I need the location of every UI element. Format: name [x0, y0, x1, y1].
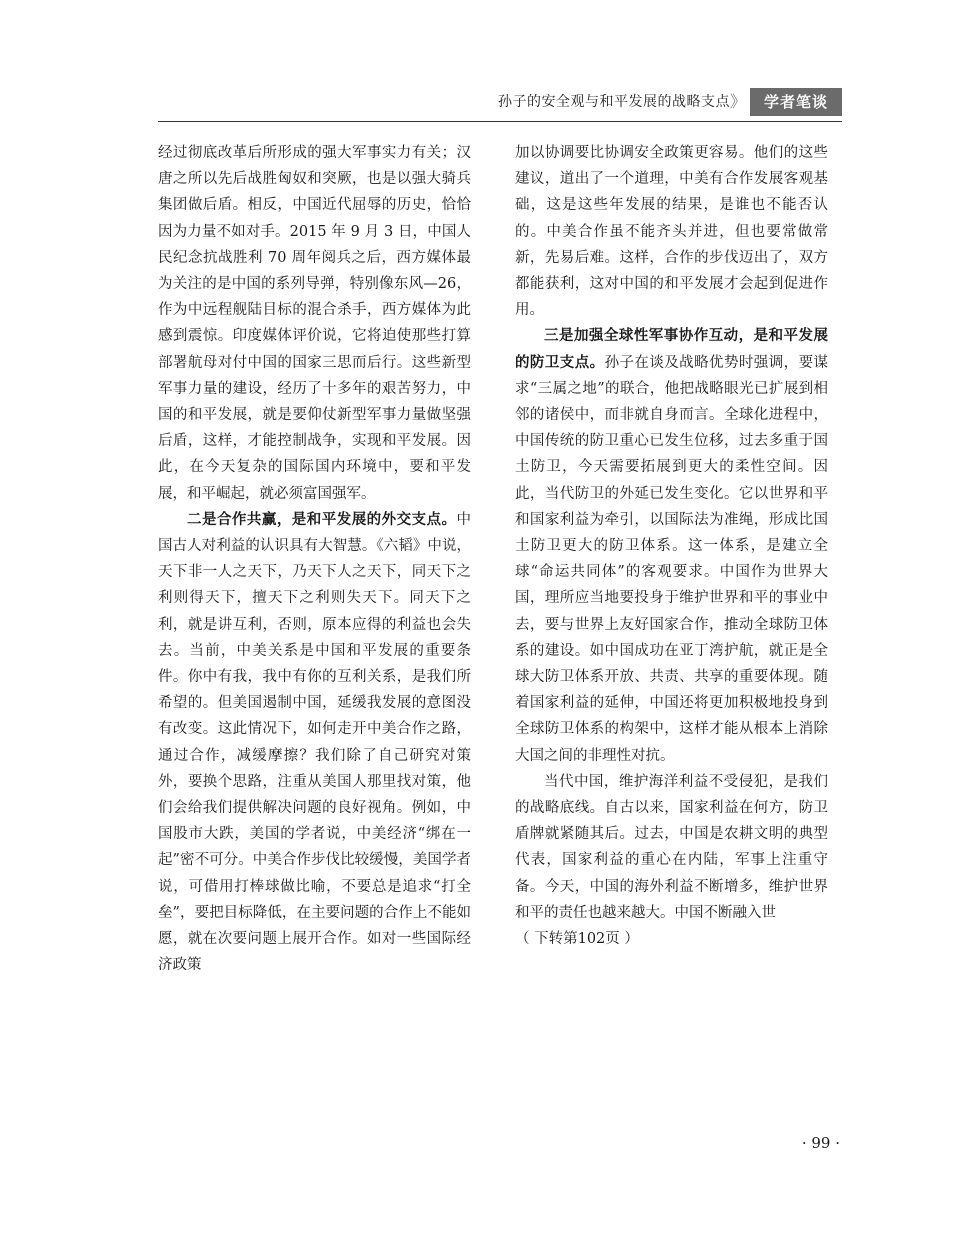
paragraph: 经过彻底改革后所形成的强大军事实力有关；汉唐之所以先后战胜匈奴和突厥，也是以强大骑兵集团做后盾。相反，中国近代屈辱的历史，恰恰因为力量不如对手。2015 年 9 月 3 日，中国人民纪念抗战胜利 70 周年阅兵之后，西方媒体最为关注的是中国的系列导弹，特别像东风—26，作为中远程舰陆目标的混合杀手，西方媒体为此感到震惊。印度媒体评价说，它将迫使那些打算部署航母对付中国的国家三思而后行。这些新型军事力量的建设，经历了十多年的艰苦努力，中国的和平发展，就是要仰仗新型军事力量做坚强后盾，这样，才能控制战争，实现和平发展。因此，在今天复杂的国际国内环境中，要和平发展，和平崛起，就必须富国强军。 — [158, 145, 471, 502]
continued-note: （ 下转第102页 ） — [515, 931, 639, 948]
column-tag: 学者笔谈 — [750, 88, 842, 116]
section-heading: 三是加强全球性军事协作互动，是和平发展的防卫支点。 — [515, 328, 828, 371]
paragraph — [158, 507, 471, 979]
paragraph-text: 中国古人对利益的认识具有大智慧。《六韬》中说，天下非一人之天下，乃天下人之天下，同天下之利则得天下，擅天下之利则失天下。同天下之利，就是讲互利，否则，原本应得的利益也会失去。当前，中美关系是中国和平发展的重要条件。你中有我，我中有你的互利关系，是我们所希望的。但美国遏制中国，延缓我发展的意图没有改变。这此情况下，如何走开中美合作之路，通过合作，减缓摩擦？我们除了自己研究对策外，要换个思路，注重从美国人那里找对策，他们会给我们提供解决问题的良好视角。例如，中国股市大跌，美国的学者说，中美经济“绑在一起”密不可分。中美合作步伐比较缓慢，美国学者说，可借用打棒球做比喻，不要总是追求“打全垒”，要把目标降低，在主要问题的合作上不能如愿，就在次要问题上展开合作。如对一些国际经济政策 — [158, 511, 471, 974]
paragraph: 当代中国，维护海洋利益不受侵犯，是我们的战略底线。自古以来，国家利益在何方，防卫盾牌就紧随其后。过去，中国是农耕文明的典型代表，国家利益的重心在内陆，军事上注重守备。今天，中国的海外利益不断增多，维护世界和平的责任也越来越大。中国不断融入世 — [515, 773, 828, 921]
article-title: 孙子的安全观与和平发展的战略支点 — [498, 94, 730, 110]
page-number: · 99 · — [801, 1134, 840, 1152]
paragraph — [515, 323, 828, 768]
left-column — [158, 140, 471, 979]
right-column — [515, 140, 828, 952]
section-heading: 二是合作共赢，是和平发展的外交支点。 — [187, 511, 457, 528]
paragraph-text: 孙子在谈及战略优势时强调，要谋求“三属之地”的联合，他把战略眼光已扩展到相邻的诸侯中，而非就自身而言。全球化进程中，中国传统的防卫重心已发生位移，过去多重于国土防卫，今天需要拓展到更大的柔性空间。因此，当代防卫的外延已发生变化。它以世界和平和国家利益为牵引，以国际法为准绳，形成比国土防卫更大的防卫体系。这一体系，是建立全球“命运共同体”的客观要求。中国作为世界大国，理所应当地要投身于维护世界和平的事业中去，要与世界上友好国家合作，推动全球防卫体系的建设。如中国成功在亚丁湾护航，就正是全球大防卫体系开放、共责、共享的重要体现。随着国家利益的延伸，中国还将更加积极地投身到全球防卫体系的构架中，这样才能从根本上消除大国之间的非理性对抗。 — [515, 354, 829, 764]
running-header — [158, 84, 842, 122]
chevron-icon: 》 — [729, 92, 746, 111]
paragraph: 加以协调要比协调安全政策更容易。他们的这些建议，道出了一个道理，中美有合作发展客观基础，这是这些年发展的结果，是谁也不能否认的。中美合作虽不能齐头并进，但也要常做常新，先易后难。这样，合作的步伐迈出了，双方都能获利，这对中国的和平发展才会起到促进作用。 — [515, 145, 828, 319]
